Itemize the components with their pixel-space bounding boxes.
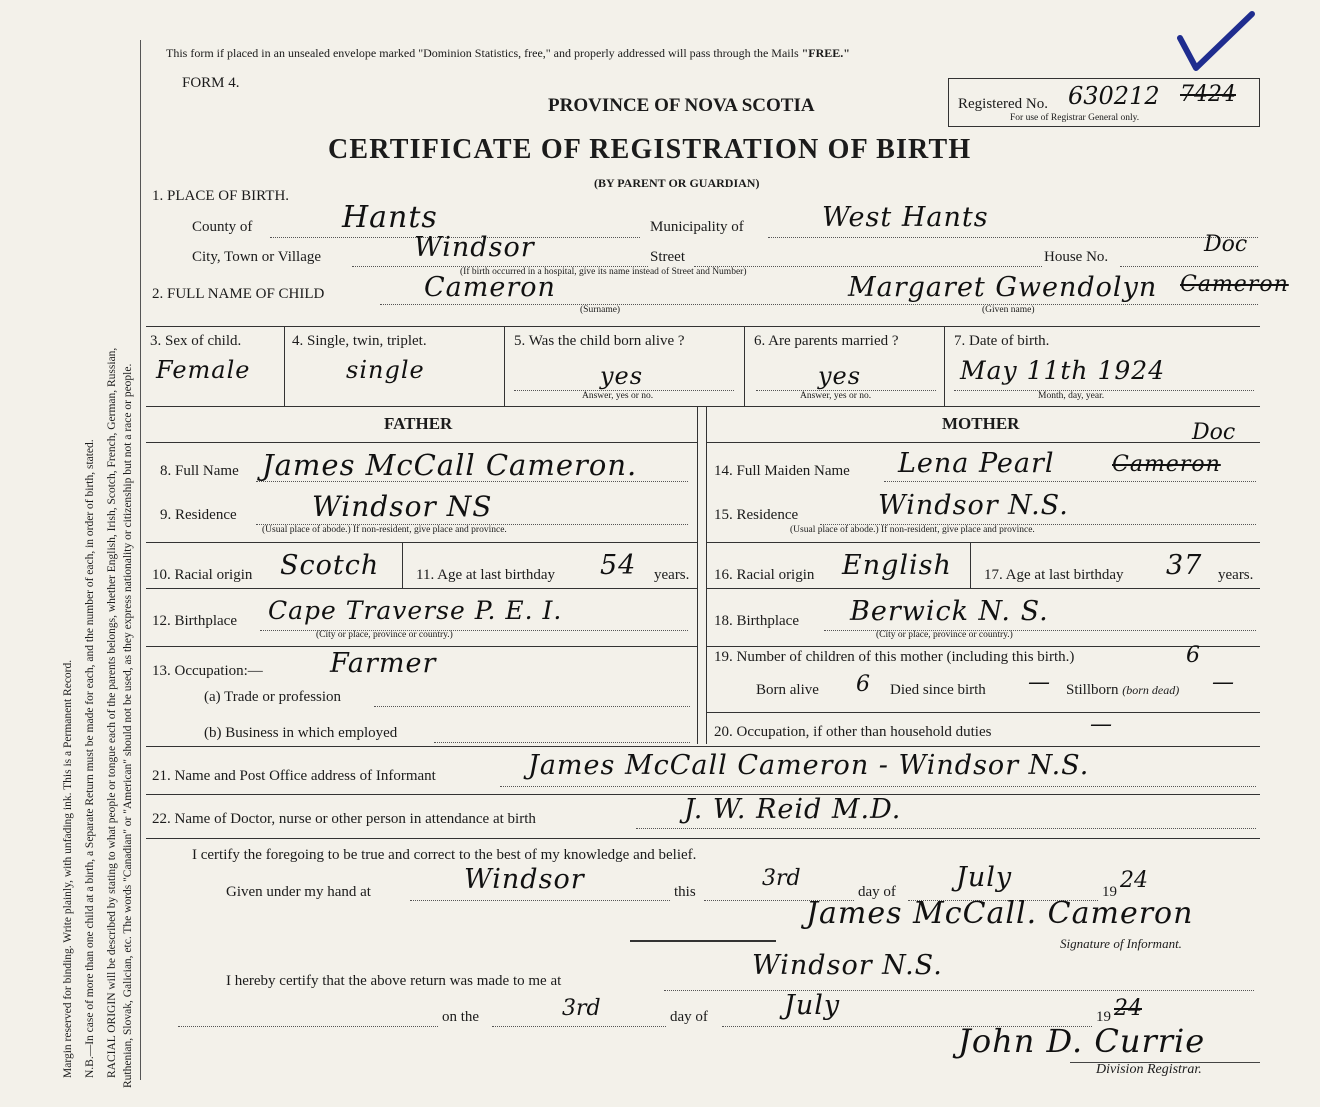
certificate-title: CERTIFICATE OF REGISTRATION OF BIRTH	[328, 134, 972, 165]
registered-label: Registered No.	[958, 96, 1048, 112]
born-alive-count-label: Born alive	[756, 682, 819, 698]
plurality-value: single	[346, 356, 425, 384]
registrar-use-note: For use of Registrar General only.	[1010, 113, 1140, 123]
year-prefix: 19	[1102, 884, 1117, 900]
date-of-birth-value: May 11th 1924	[960, 356, 1166, 385]
father-age-value: 54	[600, 550, 637, 581]
mother-heading: MOTHER	[942, 414, 1020, 433]
certify-text: I certify the foregoing to be true and correct to the best of my knowledge and belief.	[192, 847, 697, 863]
surname-note: (Surname)	[580, 305, 621, 315]
child-surname: Cameron	[424, 272, 556, 303]
given-under-label: Given under my hand at	[226, 884, 371, 900]
mother-abode-note: (Usual place of abode.) If non-resident, give place and province.	[790, 525, 1035, 535]
mother-racial-label: 16. Racial origin	[714, 567, 815, 583]
margin-note-2: N.B.—In case of more than one child at a birth, a Separate Return must be made for each, and the number of each, in order of birth, stated.	[84, 439, 96, 1078]
born-alive-value: yes	[600, 362, 644, 390]
margin-note-3: RACIAL ORIGIN will be described by stating to what people or tongue each of the parents belongs, whether English, Irish, Scotch, French, German, Russian,	[106, 347, 118, 1078]
mother-birthplace-value: Berwick N. S.	[850, 596, 1049, 627]
certificate-subtitle: (BY PARENT OR GUARDIAN)	[594, 176, 760, 190]
mother-occupation-value: —	[1090, 712, 1112, 737]
mother-residence-label: 15. Residence	[714, 507, 799, 523]
father-abode-note: (Usual place of abode.) If non-resident, give place and province.	[262, 525, 507, 535]
form-number: FORM 4.	[182, 75, 240, 91]
child-given-name: Margaret Gwendolyn	[848, 272, 1158, 303]
answer-note-2: Answer, yes or no.	[800, 391, 872, 401]
father-age-label: 11. Age at last birthday	[416, 567, 555, 583]
father-city-note: (City or place, province or country.)	[316, 630, 453, 640]
answer-note: Answer, yes or no.	[582, 391, 654, 401]
this-label: this	[674, 884, 696, 900]
mother-age-value: 37	[1166, 550, 1203, 581]
stillborn-value: —	[1212, 670, 1234, 695]
father-name-value: James McCall Cameron.	[262, 448, 638, 482]
child-given-struck: Cameron	[1180, 272, 1289, 297]
province-heading: PROVINCE OF NOVA SCOTIA	[548, 95, 815, 116]
father-residence-label: 9. Residence	[160, 507, 237, 523]
return-year-prefix: 19	[1096, 1009, 1111, 1025]
municipality-label: Municipality of	[650, 219, 744, 235]
house-label: House No.	[1044, 249, 1109, 265]
date-note: Month, day, year.	[1038, 391, 1105, 401]
informant-signature-label: Signature of Informant.	[1060, 936, 1182, 951]
stillborn-label: Stillborn (born dead)	[1066, 682, 1180, 698]
margin-rule	[140, 40, 141, 1080]
father-residence-value: Windsor NS	[312, 490, 493, 523]
parents-married-value: yes	[818, 362, 862, 390]
father-birthplace-label: 12. Birthplace	[152, 613, 237, 629]
father-heading: FATHER	[384, 414, 453, 433]
given-year: 24	[1120, 868, 1148, 893]
city-label: City, Town or Village	[192, 249, 322, 265]
margin-note-4: Ruthenian, Slovak, Galician, etc. The words "Canadian" or "American" should not be used, as they express nationality or citizenship but not a race or people.	[122, 363, 134, 1088]
born-alive-label: 5. Was the child born alive ?	[514, 333, 685, 349]
margin-note-1: Margin reserved for binding. Write plainly, with unfading ink. This is a Permanent Record.	[62, 659, 74, 1078]
mother-occupation-label: 20. Occupation, if other than household duties	[714, 724, 992, 740]
father-trade-label: (a) Trade or profession	[204, 689, 342, 705]
born-alive-count: 6	[856, 672, 870, 697]
hospital-note: (If birth occurred in a hospital, give its name instead of Street and Number)	[460, 267, 747, 277]
informant-value: James McCall Cameron - Windsor N.S.	[528, 750, 1090, 781]
municipality-value: West Hants	[822, 202, 989, 233]
mother-birthplace-label: 18. Birthplace	[714, 613, 799, 629]
street-label: Street	[650, 249, 685, 265]
father-racial-label: 10. Racial origin	[152, 567, 253, 583]
return-place: Windsor N.S.	[752, 950, 943, 981]
date-of-birth-label: 7. Date of birth.	[954, 333, 1050, 349]
return-day: 3rd	[562, 996, 601, 1021]
doctor-value: J. W. Reid M.D.	[684, 794, 902, 825]
mother-name-note: Doc	[1192, 420, 1236, 445]
given-note: (Given name)	[982, 305, 1035, 315]
mother-children-value: 6	[1186, 643, 1200, 668]
mother-years: years.	[1218, 567, 1254, 583]
mail-note: This form if placed in an unsealed envelope marked "Dominion Statistics, free," and properly addressed will pass through the Mails "FREE."	[166, 46, 850, 60]
sex-value: Female	[156, 356, 251, 384]
mother-children-label: 19. Number of children of this mother (including this birth.)	[714, 649, 1075, 665]
county-value: Hants	[342, 200, 438, 235]
return-year: 24	[1114, 996, 1142, 1021]
father-occupation-label: 13. Occupation:—	[152, 663, 263, 679]
parents-married-label: 6. Are parents married ?	[754, 333, 899, 349]
mother-name-label: 14. Full Maiden Name	[714, 463, 850, 479]
registered-number: 630212	[1068, 82, 1160, 110]
mother-name-struck: Cameron	[1112, 452, 1221, 477]
died-value: —	[1028, 670, 1050, 695]
child-name-label: 2. FULL NAME OF CHILD	[152, 286, 325, 302]
registrar-signature: John D. Currie	[958, 1022, 1206, 1060]
father-occupation-value: Farmer	[330, 648, 437, 679]
father-racial-value: Scotch	[280, 550, 380, 581]
house-value: Doc	[1204, 232, 1248, 257]
mother-racial-value: English	[842, 550, 952, 581]
sex-label: 3. Sex of child.	[150, 333, 242, 349]
given-month: July	[956, 862, 1013, 893]
given-place: Windsor	[464, 864, 585, 895]
father-business-label: (b) Business in which employed	[204, 725, 398, 741]
city-value: Windsor	[414, 232, 535, 263]
checkmark-icon	[1176, 10, 1256, 72]
father-years: years.	[654, 567, 690, 583]
died-label: Died since birth	[890, 682, 986, 698]
informant-signature: James McCall. Cameron	[806, 896, 1194, 931]
informant-label: 21. Name and Post Office address of Informant	[152, 768, 436, 784]
registered-struck: 7424	[1180, 82, 1236, 107]
given-day: 3rd	[762, 866, 801, 891]
father-name-label: 8. Full Name	[160, 463, 239, 479]
father-birthplace-value: Cape Traverse P. E. I.	[268, 596, 563, 625]
mother-city-note: (City or place, province or country.)	[876, 630, 1013, 640]
place-of-birth-heading: 1. PLACE OF BIRTH.	[152, 188, 290, 204]
county-label: County of	[192, 219, 253, 235]
division-registrar-label: Division Registrar.	[1096, 1062, 1202, 1077]
on-the-label: on the	[442, 1009, 480, 1025]
doctor-label: 22. Name of Doctor, nurse or other person in attendance at birth	[152, 811, 536, 827]
day-of-label: day of	[858, 884, 896, 900]
return-label: I hereby certify that the above return was made to me at	[226, 973, 562, 989]
mother-name-value: Lena Pearl	[898, 448, 1055, 479]
mother-age-label: 17. Age at last birthday	[984, 567, 1124, 583]
mother-residence-value: Windsor N.S.	[878, 490, 1069, 521]
return-day-of-label: day of	[670, 1009, 708, 1025]
plurality-label: 4. Single, twin, triplet.	[292, 333, 427, 349]
return-month: July	[784, 990, 841, 1021]
